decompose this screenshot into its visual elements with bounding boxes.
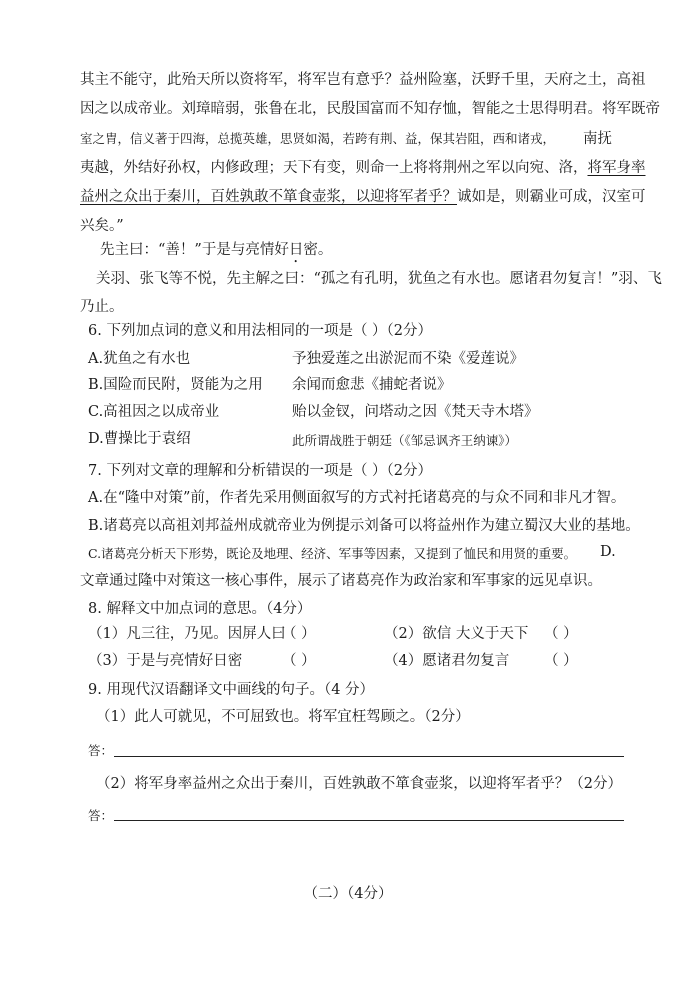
- passage-line-4a: 夷越，外结好孙权，内修政理；天下有变，则命一上将将荆州之军以向宛、洛，: [80, 160, 588, 176]
- q6-option-c-right: 贻以金钗，问塔动之因《梵天寺木塔》: [292, 404, 539, 420]
- q8-blank-4: （ ）: [544, 653, 578, 669]
- q7-option-d-tag: D.: [600, 544, 616, 560]
- q8-stem: 8. 解释文中加点词的意思。（4分）: [88, 601, 312, 617]
- dotted-word-ri: 日: [288, 242, 304, 258]
- passage-line-2: 因之以成帝业。刘璋暗弱，张鲁在北，民殷国富而不知存恤，智能之士思得明君。将军既帝: [80, 101, 660, 117]
- q9-answer-label-2: 答：: [88, 808, 114, 823]
- q7-option-d: 文章通过隆中对策这一核心事件，展示了诸葛亮作为政治家和军事家的远见卓识。: [80, 573, 602, 589]
- section-heading-two: （二）（4分）: [303, 886, 393, 902]
- passage-line-7: [100, 240, 332, 266]
- q6-option-b-left: B.国险而民附，贤能为之用: [88, 377, 263, 393]
- q6-option-d-left: D.曹操比于袁绍: [88, 431, 191, 447]
- q7-stem: 7. 下列对文章的理解和分析错误的一项是（ ）（2分）: [88, 463, 433, 479]
- q8-blank-1: （ ）: [282, 626, 316, 642]
- q8-item-3: （3）于是与亮情好日密: [88, 653, 243, 669]
- q8-blank-2: （ ）: [544, 626, 578, 642]
- passage-line-3a: 室之胄，信义著于四海，总揽英雄，思贤如渴，若跨有荆、益，保其岩阻，西和诸戎，: [80, 131, 556, 146]
- passage-line-8: 关羽、张飞等不悦，先主解之曰：“孤之有孔明，犹鱼之有水也。愿诸君勿复言！”羽、飞: [96, 271, 662, 287]
- passage-line-5b: 诚如是，则霸业可成，汉室可: [457, 189, 646, 205]
- passage-line-7a: 先主曰：“善！”于是与亮情好: [100, 242, 289, 258]
- q7-option-a: A.在“隆中对策”前，作者先采用侧面叙写的方式衬托诸葛亮的与众不同和非凡才智。: [88, 490, 626, 506]
- passage-line-4: [80, 158, 646, 178]
- passage-line-3b: 南抚: [583, 131, 613, 147]
- underlined-sentence-part-1: 将军身率: [587, 160, 646, 176]
- q8-item-4: （4）愿诸君勿复言: [384, 653, 510, 669]
- q6-option-a-left: A.犹鱼之有水也: [88, 351, 191, 367]
- q6-option-c-left: C.高祖因之以成帝业: [88, 404, 220, 420]
- passage-line-3: [80, 129, 612, 149]
- q6-stem: 6. 下列加点词的意义和用法相同的一项是（ ）（2分）: [88, 323, 433, 339]
- q8-item-1: （1）凡三往，乃见。因屏人曰: [88, 626, 286, 642]
- q9-stem: 9. 用现代汉语翻译文中画线的句子。（4 分）: [88, 682, 375, 698]
- q7-option-b: B.诸葛亮以高祖刘邦益州成就帝业为例提示刘备可以将益州作为建立蜀汉大业的基地。: [88, 518, 640, 534]
- q6-option-b-right: 余闻而愈悲《捕蛇者说》: [292, 377, 452, 393]
- underlined-sentence-part-2: 益州之众出于秦川，百姓孰敢不箪食壶浆，以迎将军者乎？: [80, 189, 457, 205]
- q9-sentence-1: （1）此人可就见，不可屈致也。将军宜枉驾顾之。（2分）: [96, 709, 470, 725]
- passage-line-5: [80, 187, 646, 207]
- passage-line-9: 乃止。: [80, 299, 124, 315]
- passage-line-1: 其主不能守，此殆天所以资将军，将军岂有意乎？益州险塞，沃野千里，天府之土，高祖: [80, 72, 646, 88]
- q7-option-c: C.诸葛亮分析天下形势，既论及地理、经济、军事等因素，又提到了恤民和用贤的重要。: [88, 546, 577, 561]
- q8-blank-3: （ ）: [282, 653, 316, 669]
- q6-option-d-right: 此所谓战胜于朝廷（《邹忌讽齐王纳谏》）: [292, 433, 518, 448]
- q9-answer-line-2[interactable]: [114, 820, 624, 821]
- q9-answer-label-1: 答：: [88, 743, 114, 758]
- q6-option-a-right: 予独爱莲之出淤泥而不染《爱莲说》: [292, 351, 524, 367]
- passage-line-7c: 密。: [303, 242, 333, 258]
- q8-item-2: （2）欲信 大义于天下: [384, 626, 529, 642]
- q9-sentence-2: （2）将军身率益州之众出于秦川，百姓孰敢不箪食壶浆，以迎将军者乎？（2分）: [96, 776, 622, 792]
- q9-answer-line-1[interactable]: [114, 756, 624, 757]
- passage-line-6: 兴矣。”: [80, 218, 124, 234]
